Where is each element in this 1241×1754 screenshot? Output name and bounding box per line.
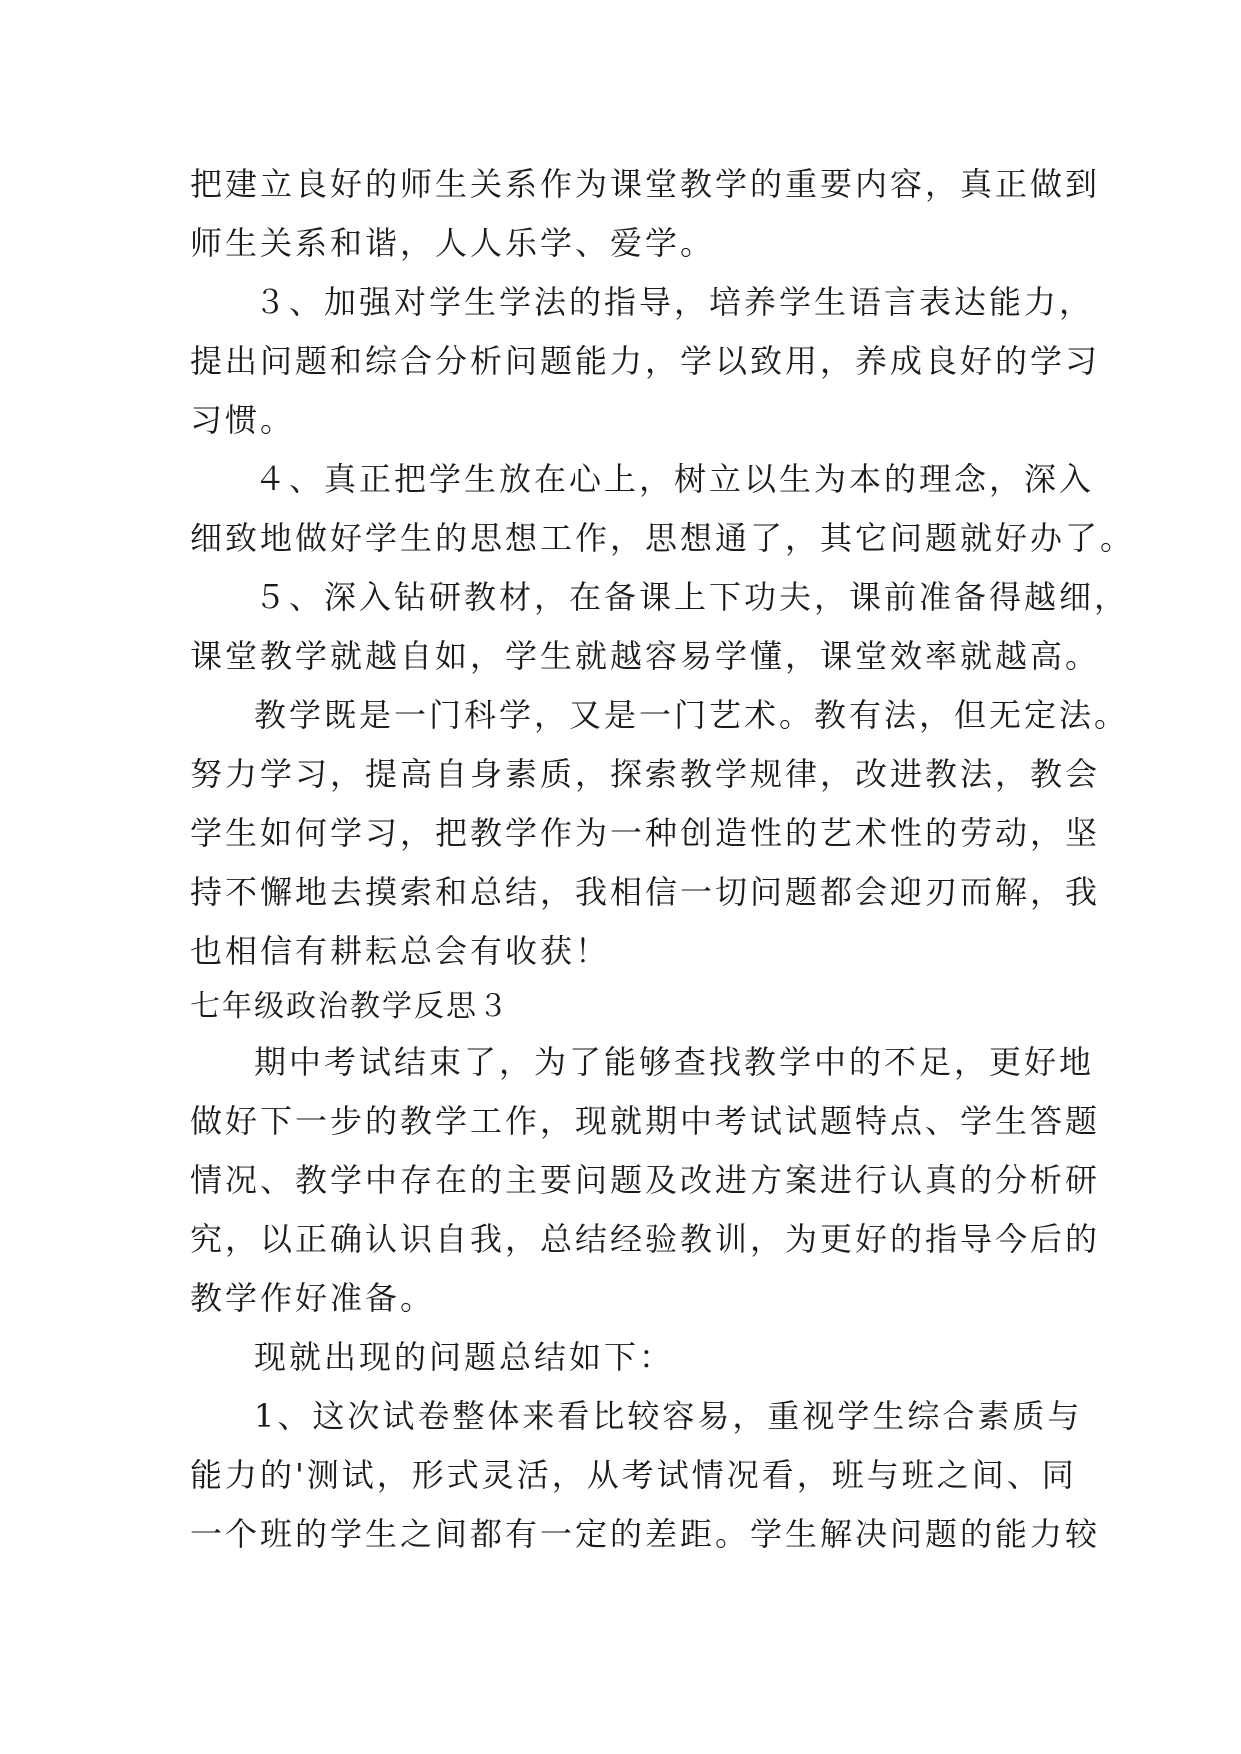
paragraph-line: 1、这次试卷整体来看比较容易，重视学生综合素质与 [254,1397,1083,1435]
paragraph-line: 课堂教学就越自如，学生就越容易学懂，课堂效率就越高。 [190,637,1101,675]
paragraph-line: 持不懈地去摸索和总结，我相信一切问题都会迎刃而解，我 [190,873,1101,911]
paragraph-line: 教学既是一门科学，又是一门艺术。教有法，但无定法。 [254,696,1130,734]
paragraph-line: 师生关系和谐，人人乐学、爱学。 [190,224,716,262]
paragraph-line: 期中考试结束了，为了能够查找教学中的不足，更好地 [254,1043,1095,1081]
paragraph-line: 做好下一步的教学工作，现就期中考试试题特点、学生答题 [190,1102,1101,1140]
paragraph-line: 细致地做好学生的思想工作，思想通了，其它问题就好办了。 [190,519,1136,557]
paragraph-line: 习惯。 [190,401,296,439]
paragraph-line: 把建立良好的师生关系作为课堂教学的重要内容，真正做到 [190,165,1101,203]
paragraph-line: 学生如何学习，把教学作为一种创造性的艺术性的劳动，坚 [190,814,1101,852]
paragraph-line: ３、加强对学生学法的指导，培养学生语言表达能力， [254,283,1095,321]
paragraph-line: ５、深入钻研教材，在备课上下功夫，课前准备得越细， [254,578,1130,616]
paragraph-line: ４、真正把学生放在心上，树立以生为本的理念，深入 [254,460,1095,498]
paragraph-line: 能力的'测试，形式灵活，从考试情况看，班与班之间、同 [190,1456,1077,1494]
section-heading: 七年级政治教学反思３ [190,989,510,1024]
paragraph-line: 教学作好准备。 [190,1279,436,1317]
paragraph-line: 一个班的学生之间都有一定的差距。学生解决问题的能力较 [190,1515,1101,1553]
document-body [190,155,1136,1564]
paragraph-line: 现就出现的问题总结如下： [254,1338,675,1376]
paragraph-line: 提出问题和综合分析问题能力，学以致用，养成良好的学习 [190,342,1101,380]
paragraph-line: 情况、教学中存在的主要问题及改进方案进行认真的分析研 [190,1161,1101,1199]
paragraph-line: 努力学习，提高自身素质，探索教学规律，改进教法，教会 [190,755,1101,793]
paragraph-line: 究，以正确认识自我，总结经验教训，为更好的指导今后的 [190,1220,1101,1258]
paragraph-line: 也相信有耕耘总会有收获！ [190,932,611,970]
